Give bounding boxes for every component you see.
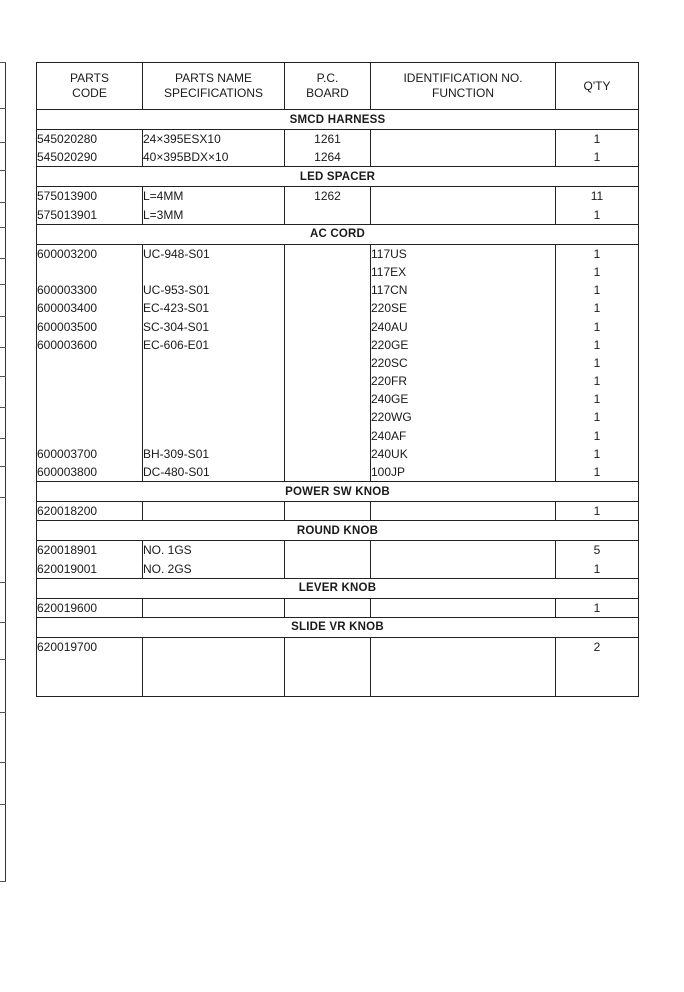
board-cell xyxy=(285,244,371,481)
code-value: 545020280 xyxy=(37,132,98,146)
parts-code-header: PARTS CODE xyxy=(37,63,143,110)
code-value: 600003700 xyxy=(37,446,98,461)
name-cell xyxy=(143,187,285,224)
qty-cell xyxy=(556,541,639,578)
name-value: SC-304-S01 xyxy=(143,319,210,334)
qty-value: 1 xyxy=(593,337,601,352)
name-cell xyxy=(143,541,285,578)
ident-cell xyxy=(371,244,556,481)
name-value: EC-606-E01 xyxy=(143,337,210,352)
section-items-row xyxy=(37,598,639,617)
qty-cell xyxy=(556,187,639,224)
board-cell xyxy=(285,637,371,696)
section-header-row xyxy=(37,521,639,541)
board-value: 1261 xyxy=(314,132,341,146)
qty-value: 1 xyxy=(593,410,601,425)
ident-cell xyxy=(371,598,556,617)
section-items-row xyxy=(37,130,639,167)
board-cell xyxy=(285,502,371,521)
board-value: 1262 xyxy=(314,189,341,204)
name-cell xyxy=(143,244,285,481)
qty-value: 1 xyxy=(593,207,601,222)
qty-cell xyxy=(556,637,639,696)
section-title: POWER SW KNOB xyxy=(37,482,639,502)
qty-value: 1 xyxy=(593,355,601,370)
code-value: 575013901 xyxy=(37,207,98,222)
code-cell xyxy=(37,541,143,578)
ident-cell xyxy=(371,130,556,167)
qty-value: 5 xyxy=(593,543,601,558)
section-header-row xyxy=(37,617,639,637)
code-value: 600003200 xyxy=(37,246,98,261)
code-value: 575013900 xyxy=(37,189,98,204)
qty-header: Q'TY xyxy=(556,63,639,110)
code-value: 600003500 xyxy=(37,319,98,334)
identification-header: IDENTIFICATION NO. FUNCTION xyxy=(371,63,556,110)
qty-cell xyxy=(556,244,639,481)
name-cell xyxy=(143,637,285,696)
qty-value: 11 xyxy=(590,189,604,204)
qty-value: 1 xyxy=(593,132,601,146)
qty-value: 1 xyxy=(593,428,601,443)
board-cell xyxy=(285,130,371,167)
ident-value: 240GE xyxy=(371,392,409,407)
qty-value: 1 xyxy=(593,504,601,519)
qty-cell xyxy=(556,502,639,521)
code-value: 545020290 xyxy=(37,150,98,165)
qty-value: 1 xyxy=(593,283,601,298)
section-header-row xyxy=(37,482,639,502)
parts-list-table xyxy=(36,62,639,697)
code-cell xyxy=(37,598,143,617)
code-value: 620018901 xyxy=(37,543,98,558)
name-value: NO. 1GS xyxy=(143,543,192,558)
qty-value: 1 xyxy=(593,246,601,261)
name-value: UC-948-S01 xyxy=(143,246,210,261)
code-cell xyxy=(37,502,143,521)
qty-value: 1 xyxy=(593,600,601,615)
name-cell xyxy=(143,130,285,167)
name-value: L=3MM xyxy=(143,207,184,222)
ident-value: 117US xyxy=(371,246,407,261)
ident-cell xyxy=(371,187,556,224)
pc-board-header: P.C. BOARD xyxy=(285,63,371,110)
qty-value: 1 xyxy=(593,446,601,461)
code-cell xyxy=(37,244,143,481)
name-value: BH-309-S01 xyxy=(143,446,210,461)
code-value: 600003800 xyxy=(37,465,98,479)
adjacent-table-edge xyxy=(0,62,6,882)
section-items-row xyxy=(37,187,639,224)
name-value: L=4MM xyxy=(143,189,184,204)
board-cell xyxy=(285,187,371,224)
qty-value: 1 xyxy=(593,561,601,576)
board-cell xyxy=(285,541,371,578)
section-title: ROUND KNOB xyxy=(37,521,639,541)
code-value: 620019700 xyxy=(37,639,98,654)
section-header-row xyxy=(37,167,639,187)
qty-value: 1 xyxy=(593,374,601,389)
qty-value: 2 xyxy=(593,639,601,654)
ident-value: 240AF xyxy=(371,428,407,443)
qty-value: 1 xyxy=(593,264,601,279)
section-header-row xyxy=(37,224,639,244)
qty-cell xyxy=(556,598,639,617)
qty-cell xyxy=(556,130,639,167)
section-title: AC CORD xyxy=(37,224,639,244)
name-value: DC-480-S01 xyxy=(143,465,210,479)
code-cell xyxy=(37,187,143,224)
section-title: SMCD HARNESS xyxy=(37,110,639,130)
code-value: 620019001 xyxy=(37,561,98,576)
board-value: 1264 xyxy=(314,150,341,165)
section-title: LEVER KNOB xyxy=(37,578,639,598)
section-header-row xyxy=(37,578,639,598)
code-value: 600003600 xyxy=(37,337,98,352)
code-value: 600003400 xyxy=(37,301,98,316)
section-items-row xyxy=(37,502,639,521)
qty-value: 1 xyxy=(593,319,601,334)
ident-cell xyxy=(371,637,556,696)
section-header-row xyxy=(37,110,639,130)
ident-value: 117EX xyxy=(371,264,407,279)
code-value: 620019600 xyxy=(37,600,98,615)
name-cell xyxy=(143,502,285,521)
ident-value: 220GE xyxy=(371,337,409,352)
code-cell xyxy=(37,637,143,696)
name-cell xyxy=(143,598,285,617)
code-value: 600003300 xyxy=(37,283,98,298)
name-value: 24×395ESX10 xyxy=(143,132,221,146)
section-items-row xyxy=(37,541,639,578)
ident-value: 220SC xyxy=(371,355,408,370)
section-title: SLIDE VR KNOB xyxy=(37,617,639,637)
section-items-row xyxy=(37,244,639,481)
code-value: 620018200 xyxy=(37,504,98,519)
section-items-row xyxy=(37,637,639,696)
header-row xyxy=(37,63,639,110)
ident-value: 220SE xyxy=(371,301,408,316)
name-value: EC-423-S01 xyxy=(143,301,210,316)
ident-value: 240AU xyxy=(371,319,408,334)
ident-cell xyxy=(371,502,556,521)
parts-name-header: PARTS NAME SPECIFICATIONS xyxy=(143,63,285,110)
qty-value: 1 xyxy=(593,465,601,479)
ident-value: 117CN xyxy=(371,283,408,298)
qty-value: 1 xyxy=(593,150,601,165)
code-cell xyxy=(37,130,143,167)
name-value: UC-953-S01 xyxy=(143,283,210,298)
name-value: NO. 2GS xyxy=(143,561,192,576)
qty-value: 1 xyxy=(593,301,601,316)
ident-value: 220WG xyxy=(371,410,412,425)
name-value: 40×395BDX×10 xyxy=(143,150,229,165)
ident-value: 240UK xyxy=(371,446,408,461)
qty-value: 1 xyxy=(593,392,601,407)
ident-value: 100JP xyxy=(371,465,406,479)
ident-value: 220FR xyxy=(371,374,408,389)
section-title: LED SPACER xyxy=(37,167,639,187)
board-cell xyxy=(285,598,371,617)
ident-cell xyxy=(371,541,556,578)
